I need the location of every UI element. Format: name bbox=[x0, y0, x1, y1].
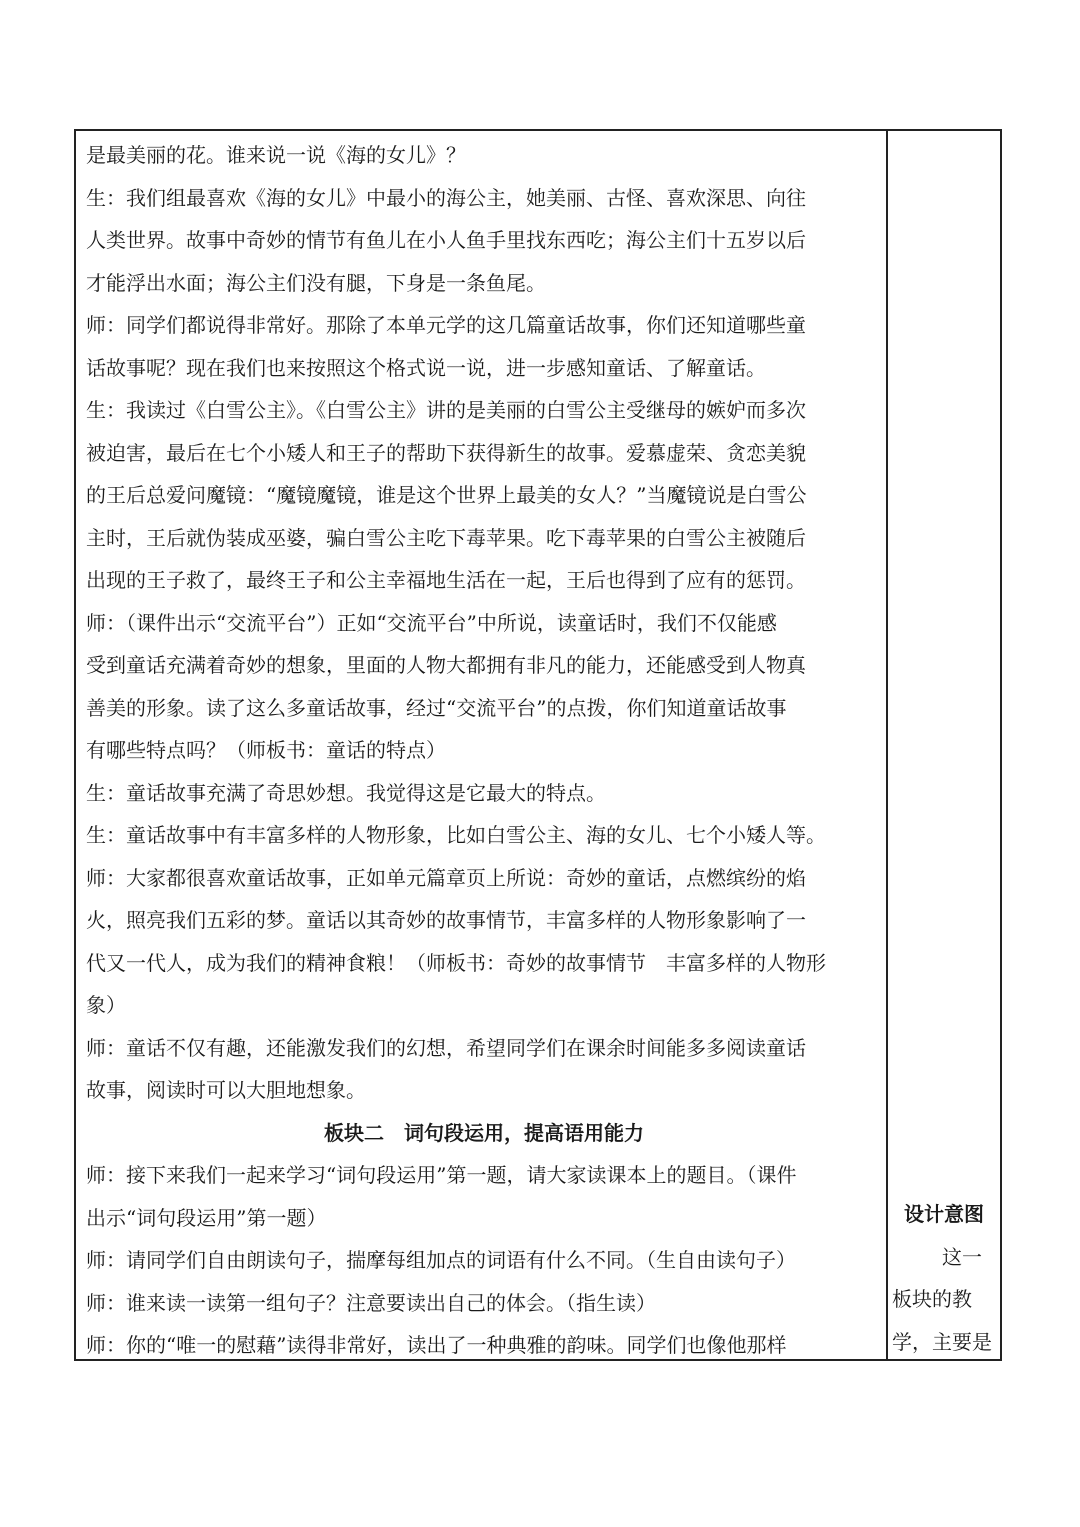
content-line: 师：（课件出示“交流平台”）正如“交流平台”中所说，读童话时，我们不仅能感 bbox=[86, 610, 777, 635]
content-line: 故事，阅读时可以大胆地想象。 bbox=[86, 1078, 366, 1102]
content-line: 师：童话不仅有趣，还能激发我们的幻想，希望同学们在课余时间能多多阅读童话 bbox=[86, 1035, 806, 1060]
content-line: 生：我们组最喜欢《海的女儿》中最小的海公主，她美丽、古怪、喜欢深思、向往 bbox=[86, 185, 806, 210]
section-heading: 板块二 词句段运用，提高语用能力 bbox=[324, 1120, 644, 1145]
content-line: 师：大家都很喜欢童话故事，正如单元篇章页上所说：奇妙的童话，点燃缤纷的焰 bbox=[86, 865, 806, 890]
content-line: 象） bbox=[86, 993, 126, 1017]
content-line: 师：接下来我们一起来学习“词句段运用”第一题，请大家读课本上的题目。（课件 bbox=[86, 1163, 797, 1187]
content-line: 出示“词句段运用”第一题） bbox=[86, 1205, 327, 1230]
content-line: 才能浮出水面；海公主们没有腿，下身是一条鱼尾。 bbox=[86, 270, 546, 295]
content-line: 火，照亮我们五彩的梦。童话以其奇妙的故事情节，丰富多样的人物形象影响了一 bbox=[86, 908, 806, 932]
content-line: 被迫害，最后在七个小矮人和王子的帮助下获得新生的故事。爱慕虚荣、贪恋美貌 bbox=[86, 440, 806, 465]
design-intent-text-line: 学，主要是 bbox=[892, 1329, 992, 1354]
design-intent-text-line: 这一 bbox=[942, 1244, 982, 1269]
content-line: 生：童话故事中有丰富多样的人物形象，比如白雪公主、海的女儿、七个小矮人等。 bbox=[86, 823, 826, 847]
content-line: 受到童话充满着奇妙的想象，里面的人物大都拥有非凡的能力，还能感受到人物真 bbox=[86, 653, 806, 677]
content-line: 是最美丽的花。谁来说一说《海的女儿》？ bbox=[86, 143, 466, 167]
content-line: 师：请同学们自由朗读句子，揣摩每组加点的词语有什么不同。（生自由读句子） bbox=[86, 1248, 796, 1272]
content-line: 生：童话故事充满了奇思妙想。我觉得这是它最大的特点。 bbox=[86, 780, 606, 805]
design-intent-column bbox=[892, 1193, 996, 1363]
content-line: 代又一代人，成为我们的精神食粮！（师板书：奇妙的故事情节 丰富多样的人物形 bbox=[86, 950, 826, 975]
content-line: 生：我读过《白雪公主》。《白雪公主》讲的是美丽的白雪公主受继母的嫉妒而多次 bbox=[86, 398, 806, 422]
content-line: 师：同学们都说得非常好。那除了本单元学的这几篇童话故事，你们还知道哪些童 bbox=[86, 313, 806, 337]
content-line: 主时，王后就伪装成巫婆，骗白雪公主吃下毒苹果。吃下毒苹果的白雪公主被随后 bbox=[86, 525, 806, 550]
content-line: 师：你的“唯一的慰藉”读得非常好，读出了一种典雅的韵味。同学们也像他那样 bbox=[86, 1333, 787, 1357]
content-line: 出现的王子救了，最终王子和公主幸福地生活在一起，王后也得到了应有的惩罚。 bbox=[86, 568, 806, 592]
lesson-content-column bbox=[86, 134, 882, 1367]
content-line: 话故事呢？现在我们也来按照这个格式说一说，进一步感知童话、了解童话。 bbox=[86, 355, 766, 380]
design-intent-heading: 设计意图 bbox=[904, 1202, 984, 1226]
content-line: 的王后总爱问魔镜：“魔镜魔镜，谁是这个世界上最美的女人？”当魔镜说是白雪公 bbox=[86, 483, 807, 507]
content-line: 人类世界。故事中奇妙的情节有鱼儿在小人鱼手里找东西吃；海公主们十五岁以后 bbox=[86, 228, 806, 252]
content-line: 善美的形象。读了这么多童话故事，经过“交流平台”的点拨，你们知道童话故事 bbox=[86, 695, 787, 720]
content-line: 有哪些特点吗？（师板书：童话的特点） bbox=[86, 738, 446, 762]
design-intent-text-line: 板块的教 bbox=[892, 1287, 972, 1311]
column-divider bbox=[886, 129, 888, 1361]
content-line: 师：谁来读一读第一组句子？注意要读出自己的体会。（指生读） bbox=[86, 1290, 656, 1315]
